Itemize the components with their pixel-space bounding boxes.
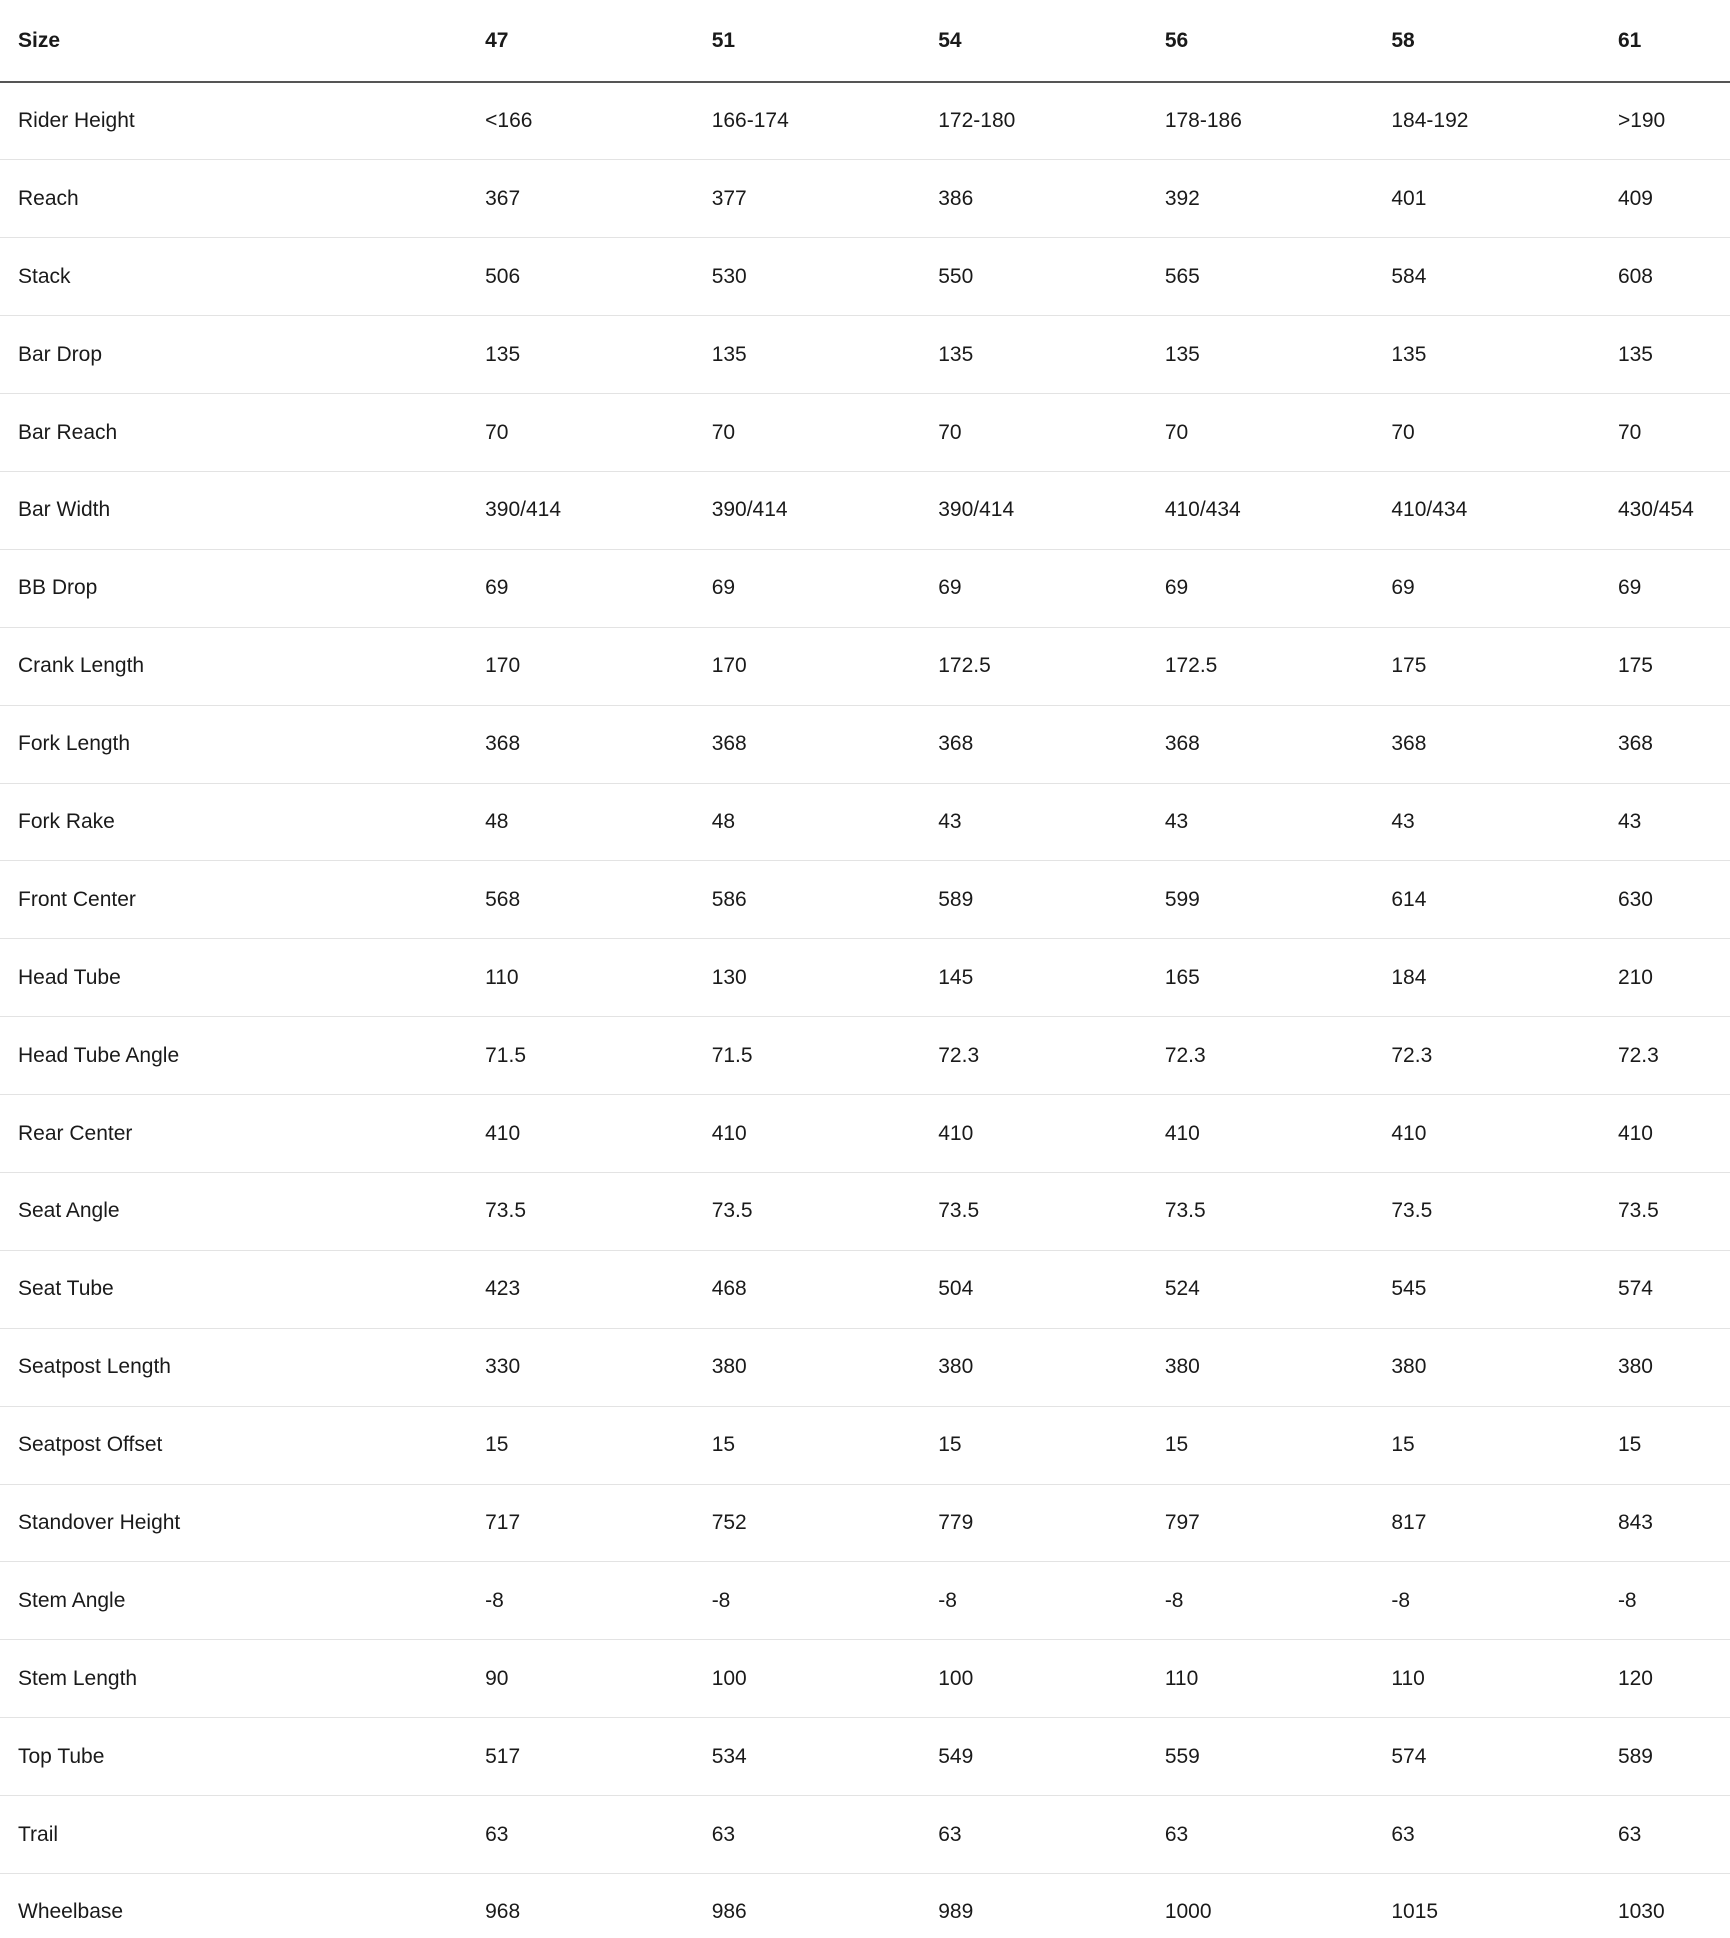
value-cell: 69	[1391, 549, 1618, 627]
value-cell: 380	[1618, 1328, 1730, 1406]
header-cell-size: 47	[485, 0, 712, 82]
value-cell: 565	[1165, 238, 1392, 316]
row-label: Stem Length	[0, 1640, 485, 1718]
value-cell: 968	[485, 1873, 712, 1938]
header-cell-size: 58	[1391, 0, 1618, 82]
value-cell: 410/434	[1391, 471, 1618, 549]
value-cell: 110	[1391, 1640, 1618, 1718]
value-cell: 175	[1391, 627, 1618, 705]
row-label: Crank Length	[0, 627, 485, 705]
value-cell: 368	[1391, 705, 1618, 783]
table-header	[0, 0, 1730, 82]
value-cell: 15	[485, 1406, 712, 1484]
table-row	[0, 1873, 1730, 1938]
value-cell: 409	[1618, 160, 1730, 238]
value-cell: 390/414	[712, 471, 939, 549]
value-cell: 506	[485, 238, 712, 316]
value-cell: 63	[938, 1796, 1165, 1874]
value-cell: 589	[938, 861, 1165, 939]
table-row	[0, 939, 1730, 1017]
value-cell: 43	[1618, 783, 1730, 861]
table-row	[0, 861, 1730, 939]
value-cell: 71.5	[485, 1017, 712, 1095]
value-cell: 72.3	[938, 1017, 1165, 1095]
value-cell: 70	[1391, 394, 1618, 472]
value-cell: 843	[1618, 1484, 1730, 1562]
value-cell: 70	[485, 394, 712, 472]
table-row	[0, 1328, 1730, 1406]
value-cell: 1000	[1165, 1873, 1392, 1938]
value-cell: 797	[1165, 1484, 1392, 1562]
value-cell: 135	[712, 316, 939, 394]
table-row	[0, 1095, 1730, 1173]
value-cell: 69	[1618, 549, 1730, 627]
value-cell: 614	[1391, 861, 1618, 939]
value-cell: 390/414	[485, 471, 712, 549]
value-cell: 392	[1165, 160, 1392, 238]
value-cell: 377	[712, 160, 939, 238]
value-cell: 599	[1165, 861, 1392, 939]
row-label: Reach	[0, 160, 485, 238]
value-cell: 504	[938, 1250, 1165, 1328]
table-row	[0, 549, 1730, 627]
value-cell: 100	[712, 1640, 939, 1718]
value-cell: 184-192	[1391, 82, 1618, 160]
table-row	[0, 394, 1730, 472]
row-label: Bar Drop	[0, 316, 485, 394]
value-cell: 135	[485, 316, 712, 394]
row-label: Stem Angle	[0, 1562, 485, 1640]
table-row	[0, 238, 1730, 316]
header-cell-size: 61	[1618, 0, 1730, 82]
row-label: Fork Rake	[0, 783, 485, 861]
table-row	[0, 1406, 1730, 1484]
value-cell: 559	[1165, 1718, 1392, 1796]
value-cell: -8	[712, 1562, 939, 1640]
value-cell: 574	[1391, 1718, 1618, 1796]
value-cell: 166-174	[712, 82, 939, 160]
value-cell: 380	[1165, 1328, 1392, 1406]
table-row	[0, 1562, 1730, 1640]
value-cell: 423	[485, 1250, 712, 1328]
value-cell: 817	[1391, 1484, 1618, 1562]
row-label: Standover Height	[0, 1484, 485, 1562]
header-cell-size: 56	[1165, 0, 1392, 82]
row-label: Rider Height	[0, 82, 485, 160]
table-row	[0, 783, 1730, 861]
table-row	[0, 1017, 1730, 1095]
value-cell: 986	[712, 1873, 939, 1938]
value-cell: 72.3	[1618, 1017, 1730, 1095]
value-cell: 63	[1391, 1796, 1618, 1874]
value-cell: 71.5	[712, 1017, 939, 1095]
table-row	[0, 1718, 1730, 1796]
value-cell: 73.5	[485, 1172, 712, 1250]
row-label: Bar Reach	[0, 394, 485, 472]
value-cell: -8	[938, 1562, 1165, 1640]
value-cell: <166	[485, 82, 712, 160]
value-cell: 410	[485, 1095, 712, 1173]
value-cell: 175	[1618, 627, 1730, 705]
value-cell: 752	[712, 1484, 939, 1562]
value-cell: 90	[485, 1640, 712, 1718]
row-label: Bar Width	[0, 471, 485, 549]
value-cell: 63	[1165, 1796, 1392, 1874]
table-row	[0, 1172, 1730, 1250]
value-cell: 15	[712, 1406, 939, 1484]
row-label: Stack	[0, 238, 485, 316]
value-cell: 43	[938, 783, 1165, 861]
value-cell: 717	[485, 1484, 712, 1562]
table-row	[0, 1796, 1730, 1874]
table-row	[0, 1484, 1730, 1562]
value-cell: 586	[712, 861, 939, 939]
value-cell: 70	[1618, 394, 1730, 472]
value-cell: 70	[1165, 394, 1392, 472]
value-cell: 574	[1618, 1250, 1730, 1328]
value-cell: 178-186	[1165, 82, 1392, 160]
value-cell: 48	[712, 783, 939, 861]
value-cell: 100	[938, 1640, 1165, 1718]
value-cell: 468	[712, 1250, 939, 1328]
value-cell: 15	[938, 1406, 1165, 1484]
value-cell: 779	[938, 1484, 1165, 1562]
header-cell-size-label: Size	[0, 0, 485, 82]
row-label: Front Center	[0, 861, 485, 939]
row-label: Head Tube Angle	[0, 1017, 485, 1095]
value-cell: 568	[485, 861, 712, 939]
header-row	[0, 0, 1730, 82]
value-cell: 172.5	[1165, 627, 1392, 705]
value-cell: 410	[712, 1095, 939, 1173]
value-cell: 69	[485, 549, 712, 627]
row-label: Seat Angle	[0, 1172, 485, 1250]
value-cell: 534	[712, 1718, 939, 1796]
value-cell: -8	[1391, 1562, 1618, 1640]
value-cell: 72.3	[1165, 1017, 1392, 1095]
row-label: Seatpost Offset	[0, 1406, 485, 1484]
value-cell: 110	[485, 939, 712, 1017]
value-cell: 380	[712, 1328, 939, 1406]
value-cell: 63	[485, 1796, 712, 1874]
value-cell: 410	[1391, 1095, 1618, 1173]
value-cell: 73.5	[1165, 1172, 1392, 1250]
value-cell: 380	[938, 1328, 1165, 1406]
value-cell: 545	[1391, 1250, 1618, 1328]
value-cell: 390/414	[938, 471, 1165, 549]
row-label: Wheelbase	[0, 1873, 485, 1938]
table-row	[0, 1640, 1730, 1718]
value-cell: 524	[1165, 1250, 1392, 1328]
row-label: Top Tube	[0, 1718, 485, 1796]
value-cell: 368	[485, 705, 712, 783]
value-cell: 170	[712, 627, 939, 705]
value-cell: 550	[938, 238, 1165, 316]
value-cell: 73.5	[1618, 1172, 1730, 1250]
value-cell: 989	[938, 1873, 1165, 1938]
value-cell: 368	[712, 705, 939, 783]
value-cell: 549	[938, 1718, 1165, 1796]
value-cell: 135	[938, 316, 1165, 394]
row-label: Trail	[0, 1796, 485, 1874]
value-cell: 172-180	[938, 82, 1165, 160]
row-label: BB Drop	[0, 549, 485, 627]
value-cell: 110	[1165, 1640, 1392, 1718]
value-cell: 43	[1165, 783, 1392, 861]
value-cell: 72.3	[1391, 1017, 1618, 1095]
table-row	[0, 160, 1730, 238]
value-cell: 608	[1618, 238, 1730, 316]
value-cell: 170	[485, 627, 712, 705]
value-cell: 15	[1618, 1406, 1730, 1484]
value-cell: 69	[712, 549, 939, 627]
value-cell: 69	[1165, 549, 1392, 627]
value-cell: 73.5	[1391, 1172, 1618, 1250]
table-row	[0, 82, 1730, 160]
value-cell: 330	[485, 1328, 712, 1406]
value-cell: 367	[485, 160, 712, 238]
value-cell: >190	[1618, 82, 1730, 160]
value-cell: 63	[1618, 1796, 1730, 1874]
table-row	[0, 627, 1730, 705]
row-label: Seat Tube	[0, 1250, 485, 1328]
value-cell: 410	[1165, 1095, 1392, 1173]
row-label: Seatpost Length	[0, 1328, 485, 1406]
value-cell: 135	[1391, 316, 1618, 394]
table-row	[0, 316, 1730, 394]
value-cell: 130	[712, 939, 939, 1017]
value-cell: -8	[1618, 1562, 1730, 1640]
value-cell: 15	[1391, 1406, 1618, 1484]
value-cell: 530	[712, 238, 939, 316]
value-cell: 401	[1391, 160, 1618, 238]
header-cell-size: 54	[938, 0, 1165, 82]
table-row	[0, 471, 1730, 549]
value-cell: 380	[1391, 1328, 1618, 1406]
value-cell: -8	[485, 1562, 712, 1640]
value-cell: 1015	[1391, 1873, 1618, 1938]
value-cell: 410	[1618, 1095, 1730, 1173]
value-cell: 73.5	[712, 1172, 939, 1250]
value-cell: 1030	[1618, 1873, 1730, 1938]
value-cell: 368	[938, 705, 1165, 783]
value-cell: -8	[1165, 1562, 1392, 1640]
value-cell: 165	[1165, 939, 1392, 1017]
table-row	[0, 1250, 1730, 1328]
value-cell: 135	[1618, 316, 1730, 394]
header-cell-size: 51	[712, 0, 939, 82]
value-cell: 120	[1618, 1640, 1730, 1718]
value-cell: 172.5	[938, 627, 1165, 705]
value-cell: 517	[485, 1718, 712, 1796]
table-row	[0, 705, 1730, 783]
value-cell: 430/454	[1618, 471, 1730, 549]
value-cell: 184	[1391, 939, 1618, 1017]
value-cell: 589	[1618, 1718, 1730, 1796]
row-label: Fork Length	[0, 705, 485, 783]
table-body	[0, 82, 1730, 1938]
value-cell: 63	[712, 1796, 939, 1874]
value-cell: 410	[938, 1095, 1165, 1173]
value-cell: 145	[938, 939, 1165, 1017]
row-label: Rear Center	[0, 1095, 485, 1173]
value-cell: 70	[938, 394, 1165, 472]
value-cell: 135	[1165, 316, 1392, 394]
value-cell: 69	[938, 549, 1165, 627]
value-cell: 15	[1165, 1406, 1392, 1484]
value-cell: 368	[1165, 705, 1392, 783]
value-cell: 386	[938, 160, 1165, 238]
value-cell: 48	[485, 783, 712, 861]
value-cell: 368	[1618, 705, 1730, 783]
value-cell: 73.5	[938, 1172, 1165, 1250]
value-cell: 410/434	[1165, 471, 1392, 549]
row-label: Head Tube	[0, 939, 485, 1017]
value-cell: 70	[712, 394, 939, 472]
value-cell: 630	[1618, 861, 1730, 939]
value-cell: 210	[1618, 939, 1730, 1017]
value-cell: 43	[1391, 783, 1618, 861]
value-cell: 584	[1391, 238, 1618, 316]
